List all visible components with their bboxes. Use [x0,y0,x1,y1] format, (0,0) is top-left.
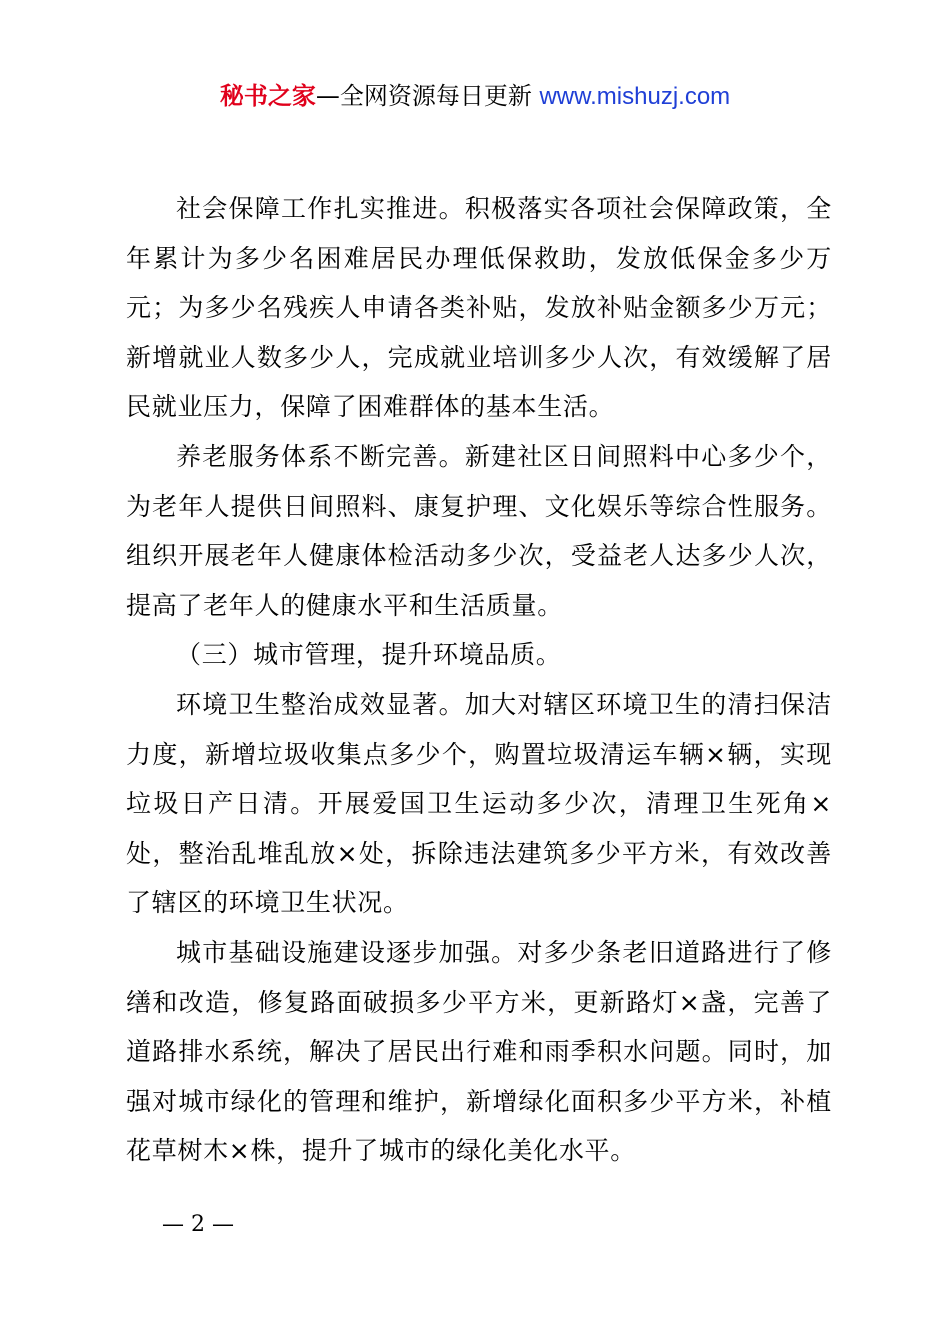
paragraph-environmental-sanitation: 环境卫生整治成效显著。加大对辖区环境卫生的清扫保洁力度，新增垃圾收集点多少个，购置垃圾清运车辆×辆，实现垃圾日产日清。开展爱国卫生运动多少次，清理卫生死角×处，整治乱堆乱放×处，拆除违法建筑多少平方米，有效改善了辖区的环境卫生状况。 [126,689,832,918]
paragraph-infrastructure: 城市基础设施建设逐步加强。对多少条老旧道路进行了修缮和改造，修复路面破损多少平方米，更新路灯×盏，完善了道路排水系统，解决了居民出行难和雨季积水问题。同时，加强对城市绿化的管理和维护，新增绿化面积多少平方米，补植花草树木×株，提升了城市的绿化美化水平。 [126,937,832,1166]
site-header [0,78,950,115]
site-tagline: —全网资源每日更新 [315,82,532,110]
paragraph-elderly-care: 养老服务体系不断完善。新建社区日间照料中心多少个，为老年人提供日间照料、康复护理、文化娱乐等综合性服务。组织开展老年人健康体检活动多少次，受益老人达多少人次，提高了老年人的健康水平和生活质量。 [126,441,832,620]
site-url-link[interactable]: www.mishuzj.com [539,83,731,110]
site-brand: 秘书之家 [219,82,316,110]
section-heading-city-management: （三）城市管理，提升环境品质。 [176,640,562,670]
paragraph-social-security: 社会保障工作扎实推进。积极落实各项社会保障政策，全年累计为多少名困难居民办理低保救助，发放低保金多少万元；为多少名残疾人申请各类补贴，发放补贴金额多少万元；新增就业人数多少人，完成就业培训多少人次，有效缓解了居民就业压力，保障了困难群体的基本生活。 [126,194,832,422]
document-body [126,184,832,1176]
page-number: — 2 — [162,1212,234,1237]
